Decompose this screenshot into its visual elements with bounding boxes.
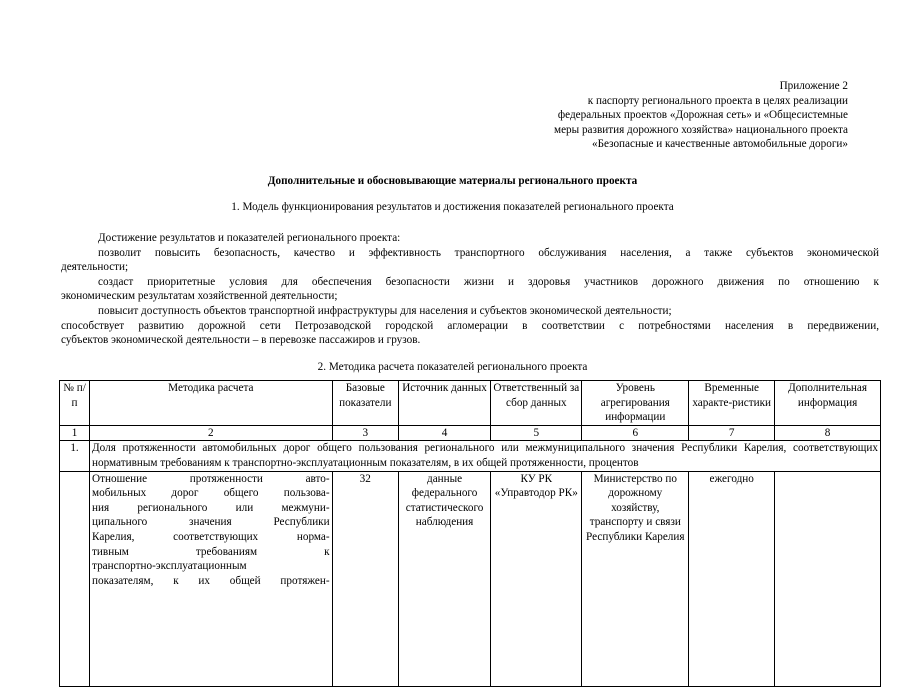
annex-line: меры развития дорожного хозяйства» национального проекта [554, 123, 848, 136]
method-cell [90, 471, 333, 686]
extra-info-cell [775, 471, 881, 686]
responsible-cell: КУ РК «Управтодор РК» [491, 471, 582, 686]
method-line: ципального значения Республики [92, 516, 330, 529]
paragraph-line: позволит повысить безопасность, качество и эффективность транспортного обслуживания населения, а также субъектов экономической [98, 246, 879, 259]
row-number: 1. [60, 441, 90, 471]
methodology-table [59, 380, 881, 687]
column-number: 6 [582, 425, 689, 441]
time-characteristics-cell: ежегодно [689, 471, 775, 686]
header-cell: Базовые показатели [332, 381, 398, 426]
section1-heading: 1. Модель функционирования результатов и достижения показателей регионального проекта [231, 201, 674, 213]
paragraph-line: повысит доступность объектов транспортной инфраструктуры для населения и субъектов экономической деятельности; [98, 304, 672, 317]
method-line: Карелия, соответствующих норма- [92, 530, 330, 543]
paragraph-line: субъектов экономической деятельности – в перевозке пассажиров и грузов. [61, 334, 421, 347]
header-cell: Уровень агрегирования информации [582, 381, 689, 426]
paragraph-line: Достижение результатов и показателей регионального проекта: [98, 232, 401, 244]
annex-header [440, 79, 848, 152]
document-title: Дополнительные и обосновывающие материалы регионального проекта [267, 175, 638, 187]
method-line: транспортно-эксплуатационным [92, 560, 247, 573]
column-number: 7 [689, 425, 775, 441]
annex-line: «Безопасные и качественные автомобильные дороги» [591, 138, 848, 151]
header-cell: Методика расчета [90, 381, 333, 426]
paragraph-line: создаст приоритетные условия для обеспечения безопасности жизни и здоровья участников дорожного движения по отношению к [98, 275, 879, 288]
column-number: 4 [398, 425, 490, 441]
method-line: мобильных дорог общего пользова- [92, 487, 330, 500]
paragraph-line: деятельности; [61, 261, 129, 274]
aggregation-level-cell: Министерство по дорожному хозяйству, транспорту и связи Республики Карелия [582, 471, 689, 686]
indicator-title-row [60, 441, 881, 471]
annex-line: к паспорту регионального проекта в целях реализации [587, 94, 848, 107]
indicator-title: Доля протяженности автомобильных дорог общего пользования регионального или межмуниципального значения Республики Карелия, соответствующих нормативным требованиям к транспортно-эксплуатационным показателям, в их общей протяженности, процентов [90, 441, 881, 471]
method-line: показателям, к их общей протяжен- [92, 574, 330, 587]
method-line: Отношение протяженности авто- [92, 472, 330, 485]
column-number: 2 [90, 425, 333, 441]
table-row [60, 471, 881, 686]
column-number: 5 [491, 425, 582, 441]
header-cell: Источник данных [398, 381, 490, 426]
header-cell: Временные характе-ристики [689, 381, 775, 426]
method-line: тивным требованиям к [92, 545, 330, 558]
annex-line: Приложение 2 [779, 80, 848, 92]
annex-line: федеральных проектов «Дорожная сеть» и «Общесистемные [557, 109, 848, 122]
section1-text [61, 231, 879, 348]
section2-heading: 2. Методика расчета показателей регионального проекта [317, 361, 588, 373]
column-number-row [60, 425, 881, 441]
paragraph-line: экономическим результатам хозяйственной деятельности; [61, 290, 338, 303]
header-cell: Ответственный за сбор данных [491, 381, 582, 426]
column-number: 1 [60, 425, 90, 441]
method-line: ния регионального или межмуни- [92, 501, 330, 514]
empty-cell [60, 471, 90, 686]
column-number: 3 [332, 425, 398, 441]
header-cell: № п/п [60, 381, 90, 426]
table-header-row [60, 381, 881, 426]
column-number: 8 [775, 425, 881, 441]
data-source-cell: данные федерального статистического наблюдения [398, 471, 490, 686]
header-cell: Дополнительная информация [775, 381, 881, 426]
paragraph-line: способствует развитию дорожной сети Петрозаводской городской агломерации в соответствии с потребностями населения в передвижении, [61, 319, 879, 332]
base-value-cell: 32 [332, 471, 398, 686]
